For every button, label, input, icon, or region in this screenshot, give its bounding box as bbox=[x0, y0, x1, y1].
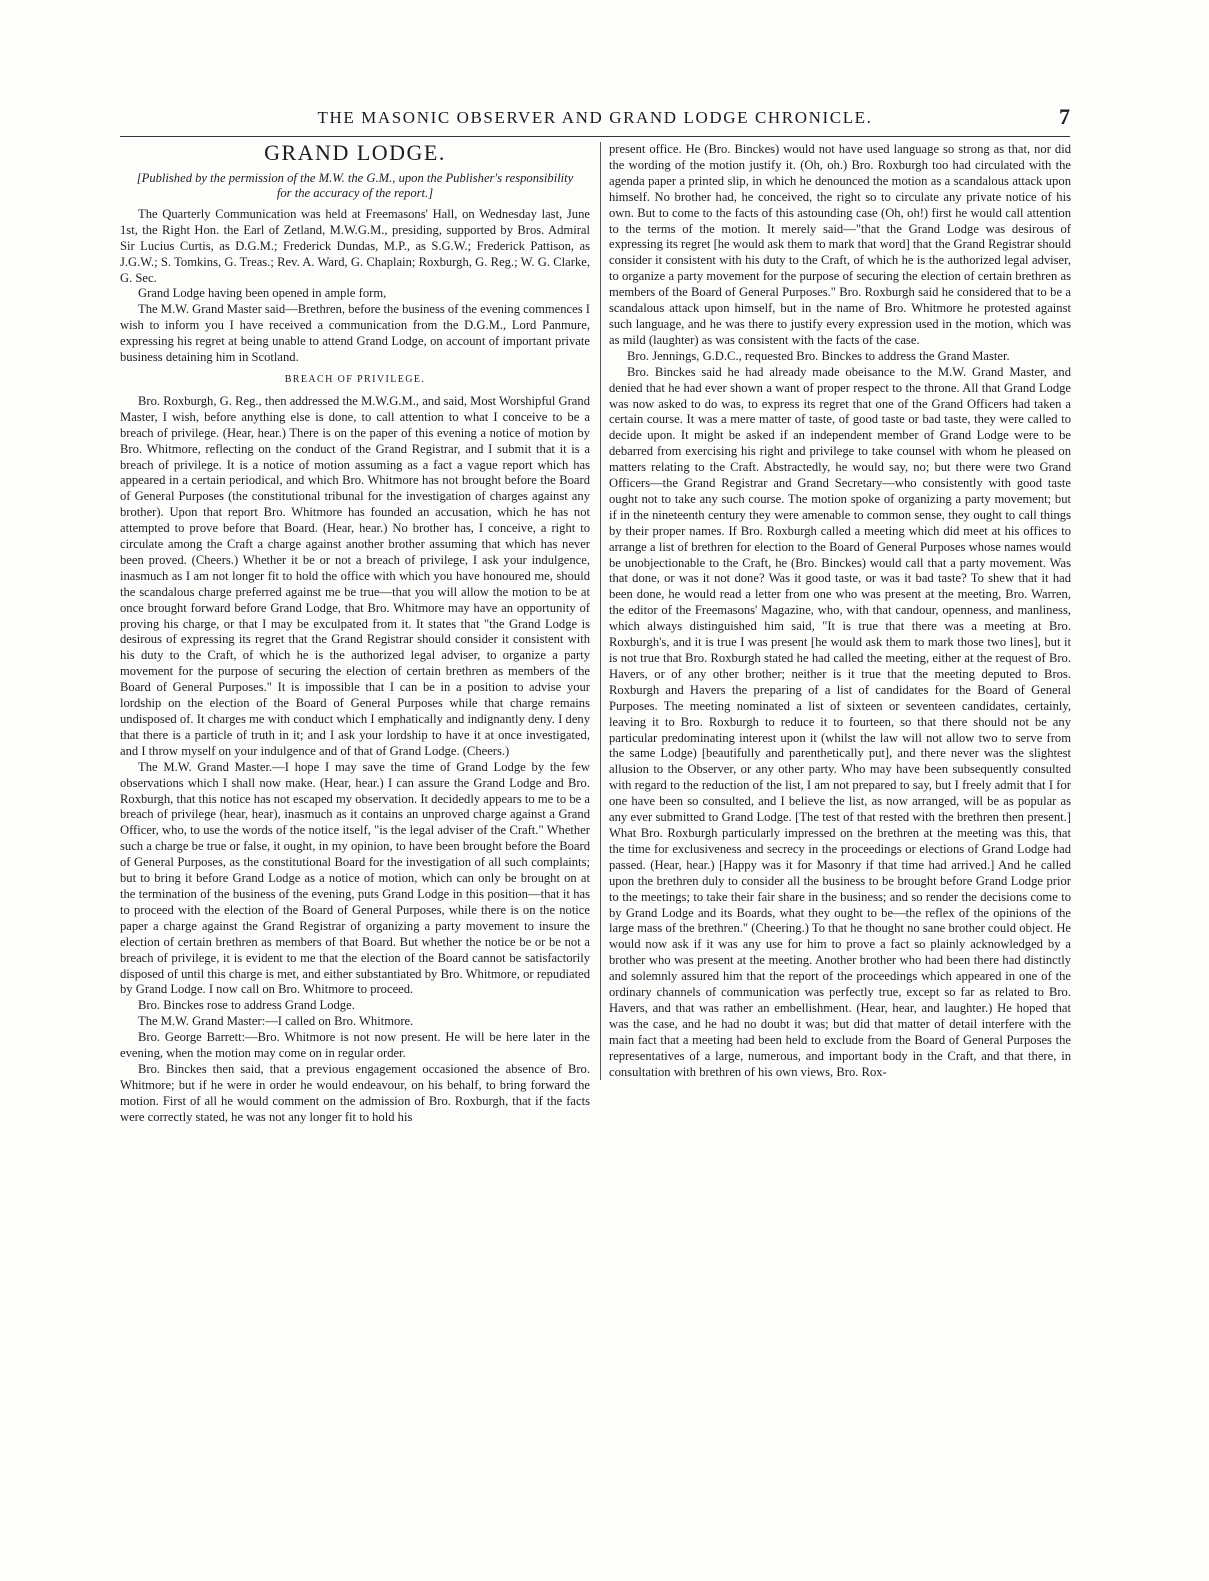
paragraph: present office. He (Bro. Binckes) would not have used language so strong as that, nor did the wording of the motion justify it. (Oh, oh.) Bro. Roxburgh too had circulated with the agenda paper a printed slip, in which he denounced the motion as a scandalous attack upon himself. No brother had, he conceived, the right so to circulate any private notice of his own. But to come to the facts of this astounding case (Oh, oh!) first he would call attention to the terms of the motion. It merely said—"that the Grand Lodge was desirous of expressing its regret [he would ask them to mark that word] that the Grand Registrar should consider it consistent with his duty to the Craft, of which he is the authorized legal adviser, to organize a party movement for the purpose of securing the election of certain brethren as members of the Board of General Purposes." Bro. Roxburgh said he considered that to be a scandalous attack upon himself, but in the name of Bro. Whitmore he protested against such language, and he was there to justify every expression used in the motion, which was as mild (laughter) as was consistent with the facts of the case. bbox=[609, 142, 1072, 347]
paragraph: Bro. Binckes then said, that a previous engagement occasioned the absence of Bro. Whitmore; but if he were in order he would endeavour, on his behalf, to bring forward the motion. First of all he would comment on the admission of Bro. Roxburgh, that if the facts were correctly stated, he was not any longer fit to hold his bbox=[120, 1061, 590, 1124]
left-column bbox=[120, 142, 590, 1126]
paragraph: Bro. Jennings, G.D.C., requested Bro. Binckes to address the Grand Master. bbox=[627, 348, 1010, 363]
section-heading: BREACH OF PRIVILEGE. bbox=[284, 373, 426, 385]
paragraph: The M.W. Grand Master.—I hope I may save the time of Grand Lodge by the few observations which I shall now make. (Hear, hear.) I can assure the Grand Lodge and Bro. Roxburgh, that this notice has not escaped my observation. It decidedly appears to me to be a breach of privilege (hear, hear), inasmuch as it contains an unproved charge against a Grand Officer, who, to use the words of the notice itself, "is the legal adviser of the Craft." Whether such a charge be true or false, it ought, in my opinion, to have been brought before the Board of General Purposes, as the constitutional Board for the investigation of all such complaints; but to bring it before Grand Lodge as a notice of motion, which can only be brought on at the termination of the business of the evening, puts Grand Lodge in this position—that it has to proceed with the election of the Board of General Purposes, while there is on the notice paper a charge against the Grand Registrar of organizing a party movement to insure the election of certain brethren as members of that Board. But whether the notice be or be not a breach of privilege, it is evident to me that the election of the Board cannot be satisfactorily disposed of until this charge is met, and either substantiated by Bro. Whitmore, or repudiated by Grand Lodge. I now call on Bro. Whitmore to proceed. bbox=[120, 759, 590, 997]
paragraph: The Quarterly Communication was held at Freemasons' Hall, on Wednesday last, June 1st, the Right Hon. the Earl of Zetland, M.W.G.M., presiding, supported by Bros. Admiral Sir Lucius Curtis, as D.G.M.; Frederick Dundas, M.P., as S.G.W.; Frederick Pattison, as J.G.W.; S. Tomkins, G. Treas.; Rev. A. Ward, G. Chaplain; Roxburgh, G. Reg.; W. G. Clarke, G. Sec. bbox=[120, 206, 590, 285]
paragraph: The M.W. Grand Master:—I called on Bro. Whitmore. bbox=[138, 1014, 414, 1029]
publication-note: [Published by the permission of the M.W. the G.M., upon the Publisher's responsibility for the accuracy of the report.] bbox=[136, 170, 574, 200]
page-header bbox=[120, 104, 1070, 134]
paragraph: The M.W. Grand Master said—Brethren, before the business of the evening commences I wish to inform you I have received a communication from the D.G.M., Lord Panmure, expressing his regret at being unable to attend Grand Lodge, on account of important private business detaining him in Scotland. bbox=[120, 302, 590, 365]
page-number: 7 bbox=[1059, 104, 1070, 129]
paragraph: Bro. Binckes said he had already made obeisance to the M.W. Grand Master, and denied that he had ever shown a want of proper respect to the throne. All that Grand Lodge was now asked to do was, to express its regret that one of the Grand Officers had taken a certain course. It was a mere matter of taste, of good taste or bad taste, they were called to decide upon. It might be asked if an independent member of Grand Lodge were to be debarred from exercising his right and privilege to take counsel with whom he pleased on matters relating to the Craft. Abstractedly, he would say, no; but there were two Grand Officers—the Grand Registrar and Grand Secretary—who consistently with good taste ought not to take any such course. The motion spoke of organizing a party movement; but if in the nineteenth century they were amenable to common sense, they ought to call things by their proper names. If Bro. Roxburgh called a meeting which did meet at his offices to arrange a list of brethren for election to the Board of General Purposes whose names would be unobjectionable to the Craft, he (Bro. Binckes) would call that a party movement. Was that done, or was it not done? Was it good taste, or was it bad taste? To shew that it had been done, he would read a letter from one who was present at the meeting, Bro. Warren, the editor of the Freemasons' Magazine, who, with that candour, openness, and manliness, which always distinguished him said, "It is true that there was a meeting at Bro. Roxburgh's, and it is true I was present [he would ask them to mark those two lines], but it is not true that Bro. Roxburgh stated he had called the meeting, either at the request of Bro. Havers, or of any other brother; neither is it true that the meeting deputed to Bros. Roxburgh and Havers the preparing of a list of candidates for the Board of General Purposes. The meeting nominated a list of sixteen or seventeen candidates, certainly, leaving it to Bro. Roxburgh to reduce it to fourteen, so that there should not be any particular predominating interest upon it (whilst the law will not allow two to serve from the same Lodge) [beautifully and parenthetically put], and there never was the slightest allusion to the Observer, or any other party. Who may have been subsequently consulted with regard to the reduction of the list, I am not prepared to say, but I freely admit that I for one have been so consulted, and I believe the list, as now arranged, will be as popular as any ever submitted to Grand Lodge. [The test of that rested with the brethren then present.] What Bro. Roxburgh particularly impressed on the brethren at the meeting was this, that the time for exclusiveness and secrecy in the proceedings or elections of Grand Lodge had passed. (Hear, hear.) [Happy was it for Masonry if that time had arrived.] And he called upon the brethren duly to consider all the business to be brought before Grand Lodge prior to the meetings; to take their fair share in the business; and so render the decisions come to by Grand Lodge and its Boards, what they ought to be—the reflex of the opinions of the large mass of the brethren." (Cheering.) To that he thought no sane brother could object. He would now ask if it was any use for him to prove a fact so plainly acknowledged by a brother who was present at the meeting. Another brother who had been there had distinctly and solemnly assured him that the report of the proceedings which appeared in one of the ordinary channels of communication was perfectly true, except so far as related to Bro. Havers, and that was rather an embellishment. (Hear, hear, and laughter.) He hoped that was the case, and he had no doubt it was; but did that matter of detail interfere with the main fact that a meeting had been held to exclude from the Board of General Purposes the representatives of a large, numerous, and important body in the Craft, and that there, in consultation with brethren of his own views, Bro. Rox- bbox=[609, 364, 1071, 1079]
paragraph: Bro. Roxburgh, G. Reg., then addressed the M.W.G.M., and said, Most Worshipful Grand Master, I wish, before anything else is done, to call attention to what I conceive to be a breach of privilege. (Hear, hear.) There is on the paper of this evening a notice of motion by Bro. Whitmore, reflecting on the conduct of the Grand Registrar, and I submit that it is a breach of privilege. It is a notice of motion assuming as a fact a vague report which has appeared in a certain periodical, and which Bro. Whitmore has not brought before the Board of General Purposes (the constitutional tribunal for the investigation of charges against any brother). Upon that report Bro. Whitmore has founded an accusation, which he has not attempted to prove before that Board. (Hear, hear.) No brother has, I conceive, a right to circulate among the Craft a charge against another brother assuming that which has never been proved. (Cheers.) Whether it be or not a breach of privilege, I ask your indulgence, inasmuch as I am not longer fit to hold the office with which you have honoured me, should the scandalous charge preferred against me be true—that you will allow the motion to be at once brought forward before Grand Lodge, that Bro. Whitmore may have an opportunity of proving his charge, or that I may be exculpated from it. It states that "the Grand Lodge is desirous of expressing its regret that the Grand Registrar should consider it consistent with his duty to the Craft, of which he is the authorized legal adviser, to organize a party movement for the purpose of securing the election of certain brethren as members of the Board of General Purposes." It is impossible that I can be in a position to advise your lordship on the election of the Board of General Purposes while that charge remains undisposed of. It charges me with conduct which I emphatically and indignantly deny. I deny that there is a particle of truth in it; and I ask your lordship to have it at once investigated, and I throw myself on your indulgence and of that of Grand Lodge. (Cheers.) bbox=[120, 393, 590, 758]
running-title: THE MASONIC OBSERVER AND GRAND LODGE CHRONICLE. bbox=[317, 108, 873, 127]
paragraph: Bro. Binckes rose to address Grand Lodge. bbox=[138, 998, 355, 1013]
right-column bbox=[600, 142, 1071, 1080]
paragraph: Bro. George Barrett:—Bro. Whitmore is not now present. He will be here later in the evening, when the motion may come on in regular order. bbox=[120, 1030, 590, 1061]
header-rule bbox=[120, 136, 1070, 137]
article-title: GRAND LODGE. bbox=[264, 140, 446, 165]
paragraph: Grand Lodge having been opened in ample form, bbox=[138, 286, 387, 301]
